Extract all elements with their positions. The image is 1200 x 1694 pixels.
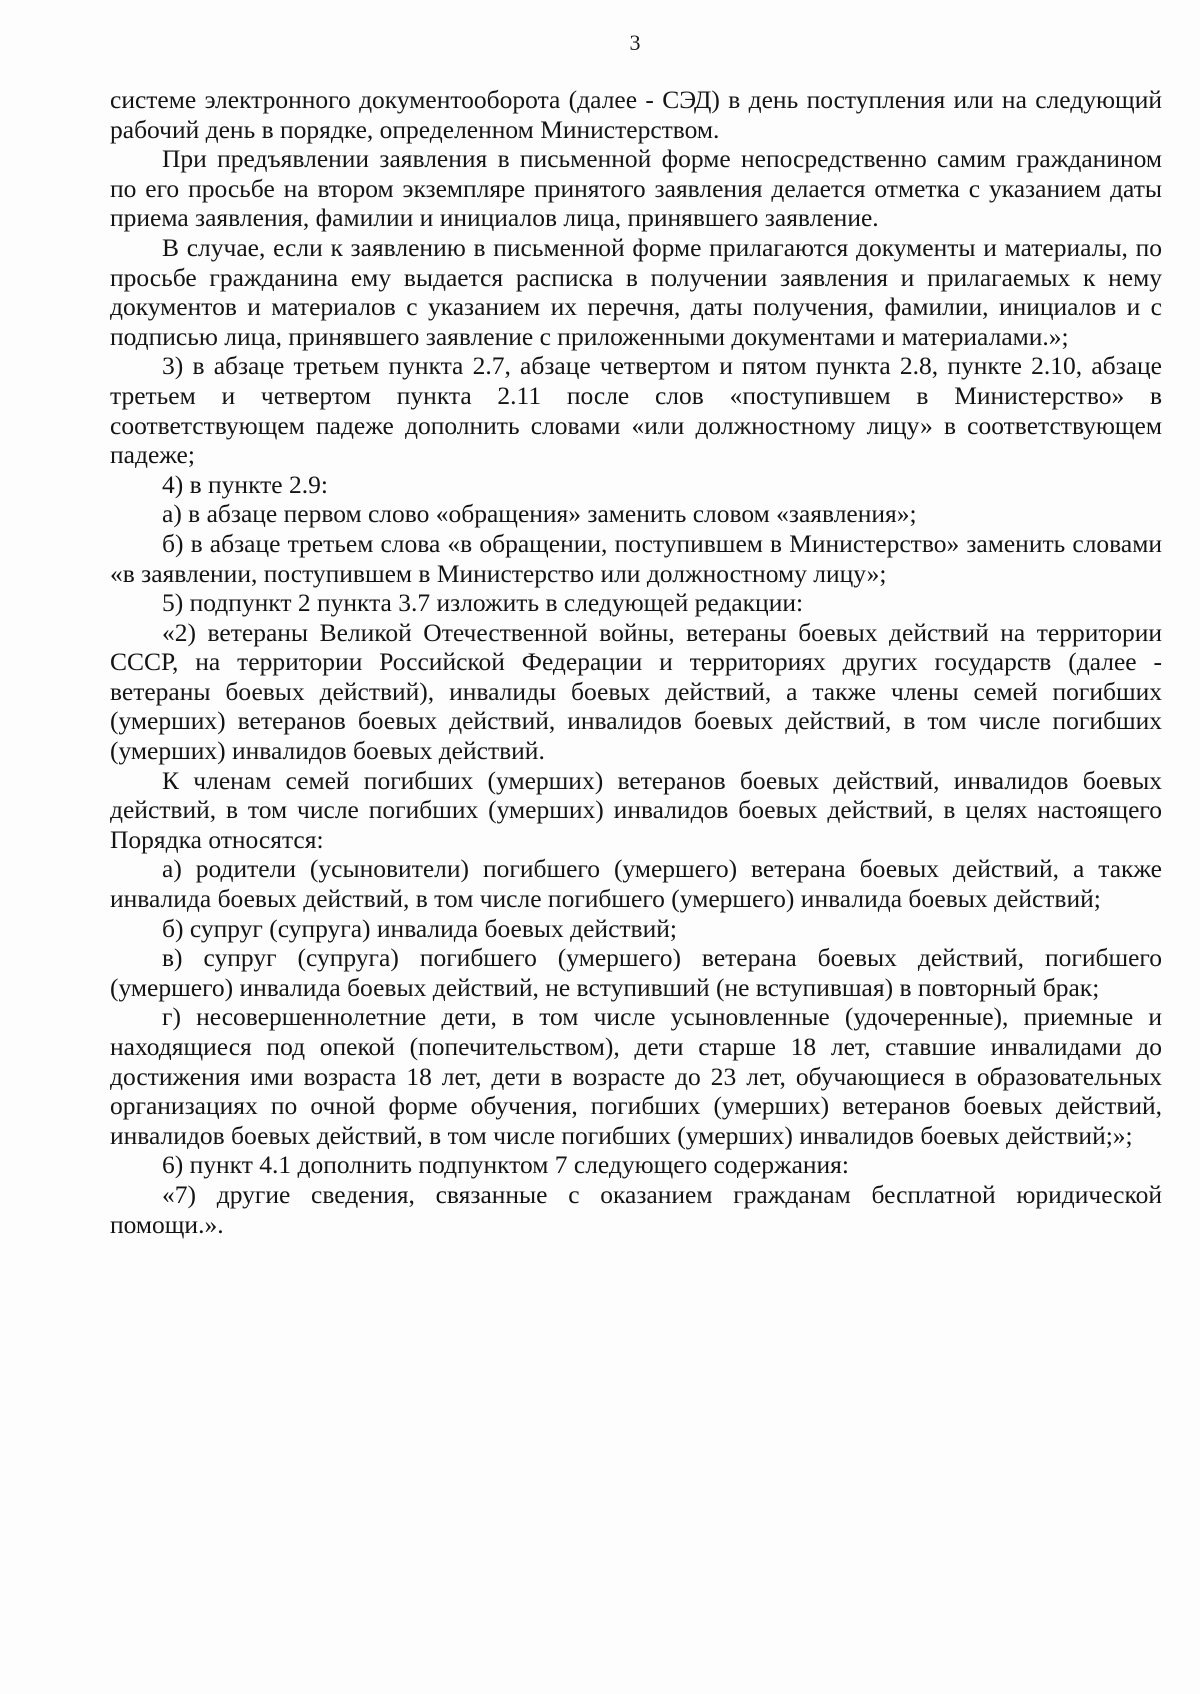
page-number: 3	[629, 30, 641, 55]
paragraph-continuation: системе электронного документооборота (далее - СЭД) в день поступления или на следующий рабочий день в порядке, определенном Министерством.	[110, 85, 1162, 144]
paragraph: 6) пункт 4.1 дополнить подпунктом 7 следующего содержания:	[162, 1150, 849, 1180]
paragraph: 3) в абзаце третьем пункта 2.7, абзаце четвертом и пятом пункта 2.8, пункте 2.10, абзаце третьем и четвертом пункта 2.11 после слов «поступившем в Министерство» в соответствующем падеже дополнить словами «или должностному лицу» в соответствующем падеже;	[110, 351, 1162, 470]
paragraph: б) в абзаце третьем слова «в обращении, поступившем в Министерство» заменить словами «в заявлении, поступившем в Министерство или должностному лицу»;	[110, 528, 1162, 588]
paragraph: в) супруг (супруга) погибшего (умершего) ветерана боевых действий, погибшего (умершего) инвалида боевых действий, не вступивший (не вступившая) в повторный брак;	[110, 943, 1162, 1002]
paragraph: «2) ветераны Великой Отечественной войны, ветераны боевых действий на территории СССР, на территории Российской Федерации и территориях других государств (далее - ветераны боевых действий), инвалиды боевых действий, а также члены семей погибших (умерших) ветеранов боевых действий, инвалидов боевых действий, в том числе погибших (умерших) инвалидов боевых действий.	[110, 617, 1162, 766]
paragraph: а) родители (усыновители) погибшего (умершего) ветерана боевых действий, а также инвалида боевых действий, в том числе погибшего (умершего) инвалида боевых действий;	[110, 854, 1162, 914]
paragraph: б) супруг (супруга) инвалида боевых действий;	[162, 913, 677, 943]
paragraph: При предъявлении заявления в письменной форме непосредственно самим гражданином по его просьбе на втором экземпляре принятого заявления делается отметка с указанием даты приема заявления, фамилии и инициалов лица, принявшего заявление.	[110, 144, 1162, 233]
paragraph: а) в абзаце первом слово «обращения» заменить словом «заявления»;	[162, 499, 917, 529]
paragraph: 5) подпункт 2 пункта 3.7 изложить в следующей редакции:	[162, 588, 804, 618]
paragraph: К членам семей погибших (умерших) ветеранов боевых действий, инвалидов боевых действий, в том числе погибших (умерших) инвалидов боевых действий, в целях настоящего Порядка относятся:	[110, 765, 1162, 854]
paragraph: В случае, если к заявлению в письменной форме прилагаются документы и материалы, по просьбе гражданина ему выдается расписка в получении заявления и прилагаемых к нему документов и материалов с указанием их перечня, даты получения, фамилии, инициалов и с подписью лица, принявшего заявление с приложенными документами и материалами.»;	[110, 232, 1162, 351]
paragraph: 4) в пункте 2.9:	[162, 469, 328, 499]
paragraph: г) несовершеннолетние дети, в том числе усыновленные (удочеренные), приемные и находящиеся под опекой (попечительством), дети старше 18 лет, ставшие инвалидами до достижения ими возраста 18 лет, дети в возрасте до 23 лет, обучающиеся в образовательных организациях по очной форме обучения, погибших (умерших) ветеранов боевых действий, инвалидов боевых действий, в том числе погибших (умерших) инвалидов боевых действий;»;	[110, 1002, 1162, 1150]
paragraph: «7) другие сведения, связанные с оказанием гражданам бесплатной юридической помощи.».	[110, 1179, 1162, 1239]
document-body	[110, 85, 1162, 1239]
